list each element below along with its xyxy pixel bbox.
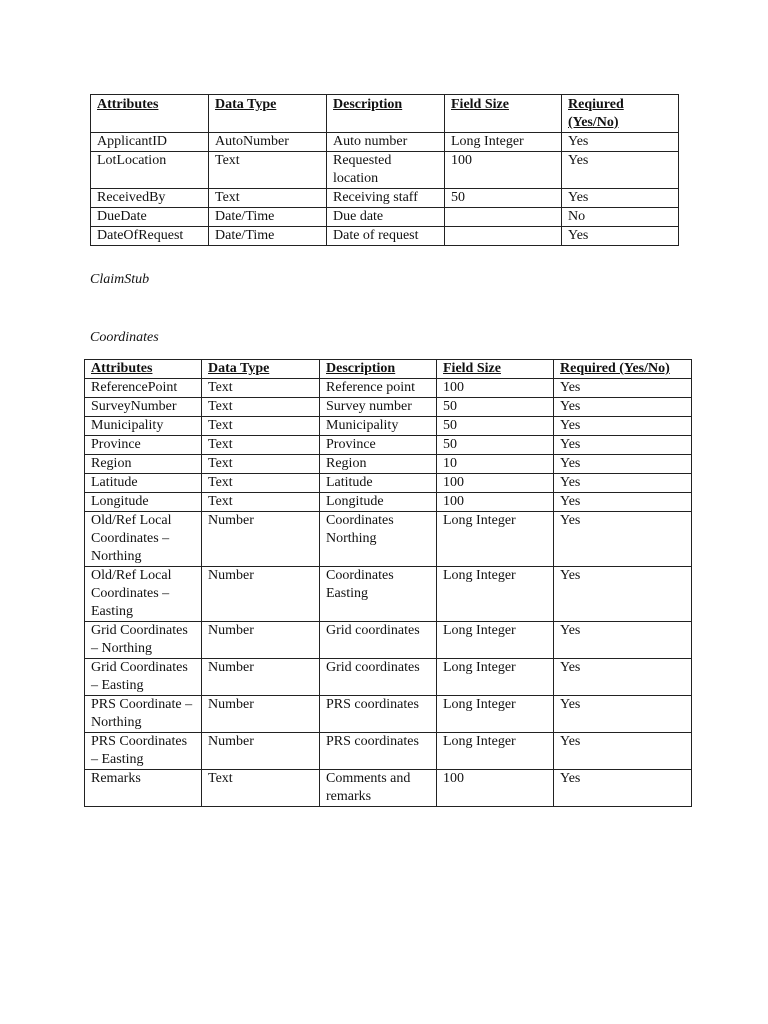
table-cell: Latitude (320, 474, 437, 493)
table-cell: Latitude (85, 474, 202, 493)
table-row (85, 417, 692, 436)
table-cell: Receiving staff (327, 189, 445, 208)
table-cell: Long Integer (437, 567, 554, 622)
table-cell: ReceivedBy (91, 189, 209, 208)
table-cell: Yes (554, 398, 692, 417)
table-cell: Yes (562, 152, 679, 189)
header-attributes: Attributes (85, 360, 202, 379)
table-cell: Yes (562, 133, 679, 152)
table-cell: 50 (437, 398, 554, 417)
table-cell: Number (202, 622, 320, 659)
table-row (85, 770, 692, 807)
table-cell: Text (202, 379, 320, 398)
table-cell: Yes (554, 696, 692, 733)
table-row (85, 622, 692, 659)
header-attributes: Attributes (91, 95, 209, 133)
table-cell: Date/Time (209, 227, 327, 246)
table-cell: Longitude (85, 493, 202, 512)
table-cell: Number (202, 696, 320, 733)
table-cell: Yes (554, 659, 692, 696)
table-cell (445, 227, 562, 246)
table-cell: Yes (554, 567, 692, 622)
table-row (91, 189, 679, 208)
header-description: Description (320, 360, 437, 379)
table-cell: Date/Time (209, 208, 327, 227)
table-cell: SurveyNumber (85, 398, 202, 417)
table-header-row (91, 95, 679, 133)
table-row (85, 455, 692, 474)
table-row (85, 512, 692, 567)
table-cell: Yes (554, 379, 692, 398)
header-required: Required (Yes/No) (554, 360, 692, 379)
header-description: Description (327, 95, 445, 133)
table-cell: Grid Coordinates – Easting (85, 659, 202, 696)
table-cell: Due date (327, 208, 445, 227)
table-row (85, 733, 692, 770)
table-cell: Text (202, 493, 320, 512)
table-cell: Old/Ref Local Coordinates – Northing (85, 512, 202, 567)
table-cell: Text (202, 398, 320, 417)
table-cell: Grid coordinates (320, 659, 437, 696)
table-cell: Yes (554, 512, 692, 567)
table-cell: 100 (437, 474, 554, 493)
table-cell: Number (202, 659, 320, 696)
table-cell: 100 (445, 152, 562, 189)
table-cell: Yes (554, 455, 692, 474)
table-row (91, 152, 679, 189)
table-cell: Municipality (320, 417, 437, 436)
table-cell: Date of request (327, 227, 445, 246)
header-field-size: Field Size (445, 95, 562, 133)
table-cell: DateOfRequest (91, 227, 209, 246)
table-cell: Text (202, 474, 320, 493)
table-cell: Long Integer (437, 659, 554, 696)
table-cell: Municipality (85, 417, 202, 436)
table-cell: Long Integer (437, 696, 554, 733)
table-cell: Survey number (320, 398, 437, 417)
table-cell: Coordinates Northing (320, 512, 437, 567)
table-cell: Yes (562, 227, 679, 246)
table-cell: Grid coordinates (320, 622, 437, 659)
table-cell: Yes (554, 770, 692, 807)
table-cell: Grid Coordinates – Northing (85, 622, 202, 659)
table-cell: 100 (437, 493, 554, 512)
table-cell: Old/Ref Local Coordinates – Easting (85, 567, 202, 622)
table-cell: 50 (445, 189, 562, 208)
table-row (85, 696, 692, 733)
table-row (91, 133, 679, 152)
table-cell: Region (320, 455, 437, 474)
coordinates-caption: Coordinates (90, 330, 159, 345)
table-cell: Yes (562, 189, 679, 208)
table-cell: Requested location (327, 152, 445, 189)
table-cell: Text (202, 770, 320, 807)
header-required: Reqiured (Yes/No) (562, 95, 679, 133)
table-cell: Number (202, 733, 320, 770)
table-cell: AutoNumber (209, 133, 327, 152)
table-cell: Text (202, 417, 320, 436)
table-cell: Yes (554, 417, 692, 436)
table-cell: PRS coordinates (320, 733, 437, 770)
table-cell: Text (209, 152, 327, 189)
table-row (85, 567, 692, 622)
coordinates-table (84, 359, 692, 807)
table-cell: Text (209, 189, 327, 208)
table-cell: LotLocation (91, 152, 209, 189)
table-cell: Reference point (320, 379, 437, 398)
table-cell: 100 (437, 770, 554, 807)
table-cell: Longitude (320, 493, 437, 512)
table-cell: Number (202, 567, 320, 622)
header-field-size: Field Size (437, 360, 554, 379)
table-cell: Comments and remarks (320, 770, 437, 807)
table-cell: 50 (437, 417, 554, 436)
table-cell: Long Integer (437, 512, 554, 567)
table-cell: Yes (554, 474, 692, 493)
table-cell: Coordinates Easting (320, 567, 437, 622)
table-cell: Long Integer (445, 133, 562, 152)
table-row (85, 474, 692, 493)
applicant-table (90, 94, 679, 246)
table-cell: 50 (437, 436, 554, 455)
table-row (91, 208, 679, 227)
table-cell: PRS Coordinates – Easting (85, 733, 202, 770)
table-cell: ReferencePoint (85, 379, 202, 398)
table-cell: Text (202, 455, 320, 474)
table-cell: No (562, 208, 679, 227)
table-cell: PRS coordinates (320, 696, 437, 733)
table-cell: Long Integer (437, 622, 554, 659)
table-row (85, 379, 692, 398)
table-cell: Province (320, 436, 437, 455)
header-data-type: Data Type (202, 360, 320, 379)
table-row (85, 436, 692, 455)
table-cell: Yes (554, 493, 692, 512)
table-cell: Yes (554, 436, 692, 455)
table-cell (445, 208, 562, 227)
table-row (91, 227, 679, 246)
table-cell: Region (85, 455, 202, 474)
header-data-type: Data Type (209, 95, 327, 133)
table-cell: Text (202, 436, 320, 455)
table-cell: Number (202, 512, 320, 567)
table-cell: Yes (554, 733, 692, 770)
table-row (85, 659, 692, 696)
table-cell: Auto number (327, 133, 445, 152)
table-cell: ApplicantID (91, 133, 209, 152)
table-cell: Yes (554, 622, 692, 659)
table-row (85, 398, 692, 417)
table-row (85, 493, 692, 512)
table-cell: 100 (437, 379, 554, 398)
table-cell: DueDate (91, 208, 209, 227)
table-cell: PRS Coordinate – Northing (85, 696, 202, 733)
table-cell: 10 (437, 455, 554, 474)
table-cell: Long Integer (437, 733, 554, 770)
table-cell: Province (85, 436, 202, 455)
claimstub-caption: ClaimStub (90, 272, 150, 287)
table-cell: Remarks (85, 770, 202, 807)
table-header-row (85, 360, 692, 379)
